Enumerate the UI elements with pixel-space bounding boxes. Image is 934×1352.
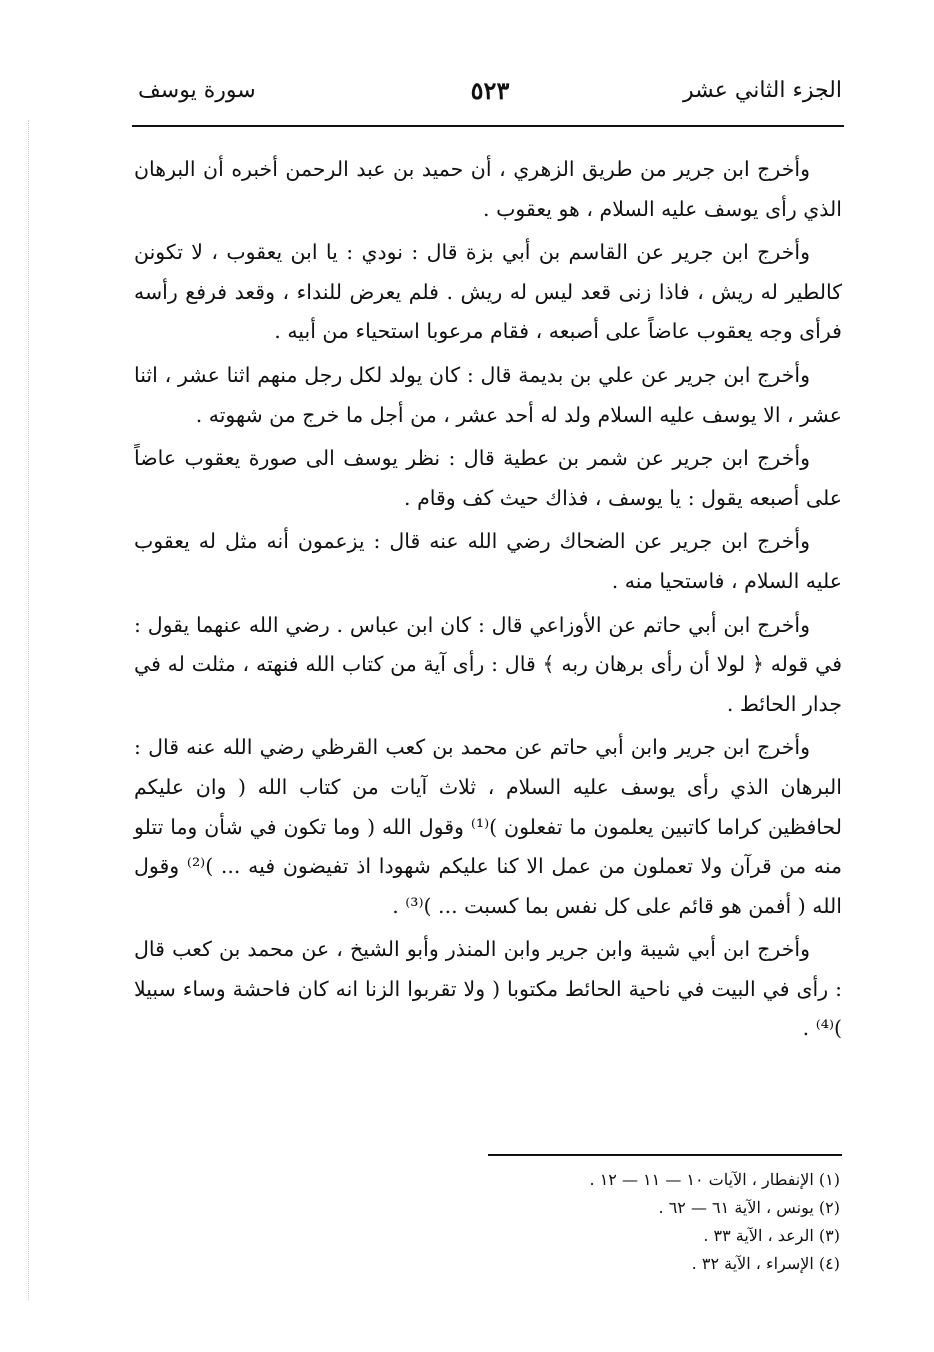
paragraph: وأخرج ابن جرير عن علي بن بديمة قال : كان يولد لكل رجل منهم اثنا عشر ، اثنا عشر ، الا يوسف عليه السلام ولد له أحد عشر ، من أجل ما خرج من شهوته . (134, 362, 842, 427)
part-title: الجزء الثاني عشر (683, 78, 842, 103)
footnote: (٤) الإسراء ، الآية ٣٢ . (691, 1254, 840, 1273)
scan-edge-marks (28, 120, 31, 1300)
footnote-rule (488, 1154, 842, 1156)
running-header (138, 70, 842, 110)
main-text (134, 150, 842, 1053)
paragraph: وأخرج ابن جرير عن شمر بن عطية قال : نظر يوسف الى صورة يعقوب عاضاً على أصبعه يقول : يا يوسف ، فذاك حيث كف وقام . (134, 446, 842, 510)
header-rule (132, 125, 844, 127)
paragraph: وأخرج ابن جرير عن القاسم بن أبي بزة قال : نودي : يا ابن يعقوب ، لا تكونن كالطير له ريش ، فاذا زنى قعد ليس له ريش . فلم يعرض للنداء ، وقعد فرفع رأسه فرأى وجه يعقوب عاضاً على أصبعه ، فقام مرعوبا استحياء من أبيه . (134, 240, 842, 344)
paragraph: وأخرج ابن جرير من طريق الزهري ، أن حميد بن عبد الرحمن أخبره أن البرهان الذي رأى يوسف عليه السلام ، هو يعقوب . (134, 157, 842, 221)
footnotes (420, 1166, 840, 1278)
surah-title: سورة يوسف (138, 78, 256, 103)
page-number: ٥٢٣ (470, 76, 510, 105)
paragraph: وأخرج ابن جرير عن الضحاك رضي الله عنه قال : يزعمون أنه مثل له يعقوب عليه السلام ، فاستحيا منه . (134, 529, 842, 593)
footnote: (٢) يونس ، الآية ٦١ — ٦٢ . (658, 1198, 840, 1217)
paragraph: وأخرج ابن أبي شيبة وابن جرير وابن المنذر وأبو الشيخ ، عن محمد بن كعب قال : رأى في البيت في ناحية الحائط مكتوبا ( ولا تقربوا الزنا انه كان فاحشة وساء سبيلا )⁽⁴⁾ . (134, 937, 842, 1041)
paragraph: وأخرج ابن جرير وابن أبي حاتم عن محمد بن كعب القرظي رضي الله عنه قال : البرهان الذي رأى يوسف عليه السلام ، ثلاث آيات من كتاب الله ( وان عليكم لحافظين كراما كاتبين يعلمون ما تفعلون )⁽¹⁾ وقول الله ( وما تكون في شأن وما تتلو منه من قرآن ولا تعملون من عمل الا كنا عليكم شهودا اذ تفيضون فيه ... )⁽²⁾ وقول الله ( أفمن هو قائم على كل نفس بما كسبت ... )⁽³⁾ . (134, 735, 842, 918)
paragraph: وأخرج ابن أبي حاتم عن الأوزاعي قال : كان ابن عباس . رضي الله عنهما يقول : في قوله ﴿ لولا أن رأى برهان ربه ﴾ قال : رأى آية من كتاب الله فنهته ، مثلت له في جدار الحائط . (134, 612, 842, 716)
footnote: (٣) الرعد ، الآية ٣٣ . (703, 1226, 840, 1245)
footnote: (١) الإنفطار ، الآيات ١٠ — ١١ — ١٢ . (589, 1170, 840, 1189)
